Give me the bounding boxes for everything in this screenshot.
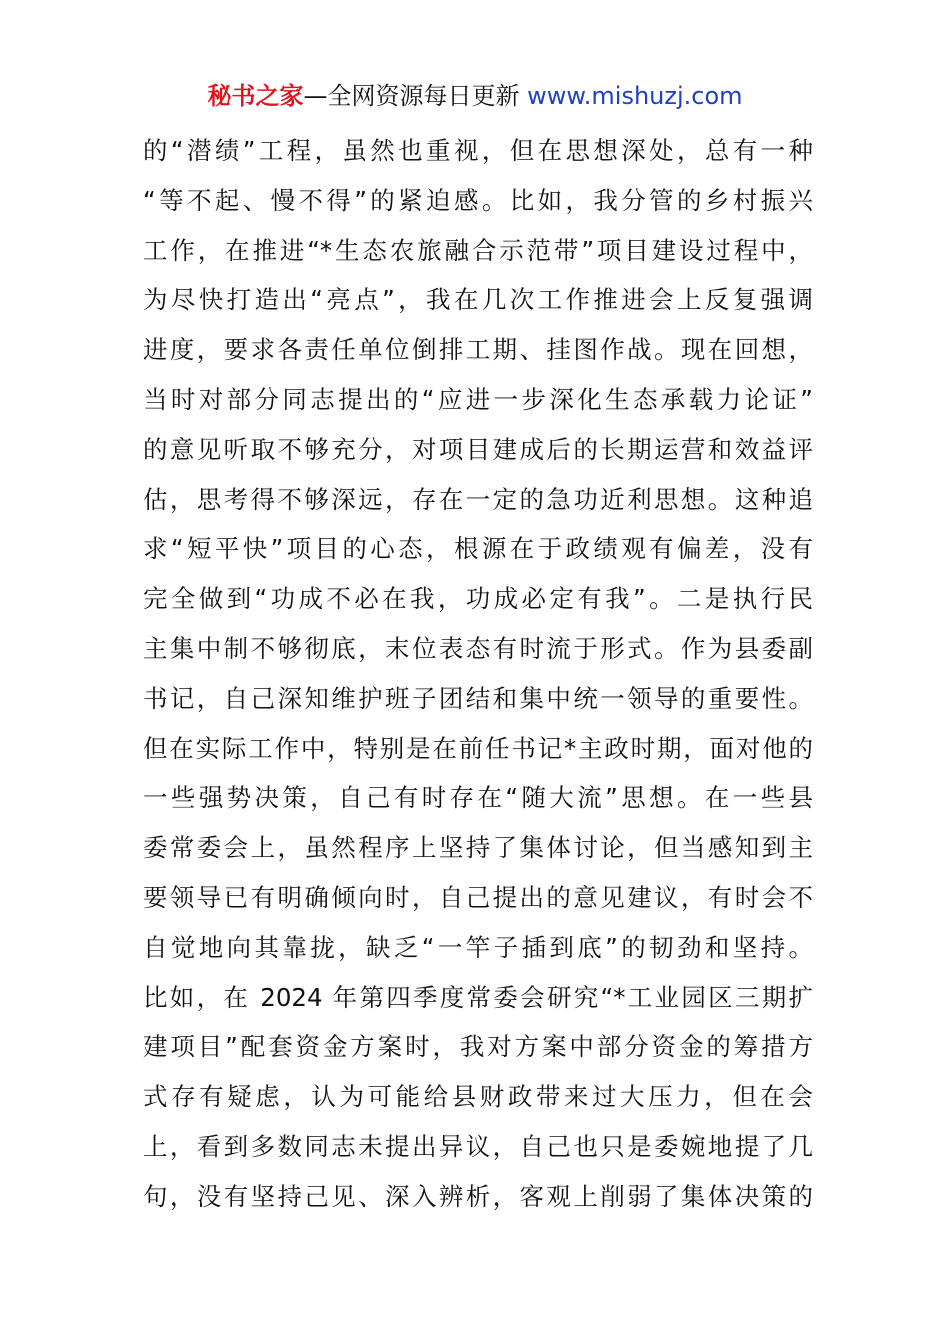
website-link[interactable]: www.mishuzj.com — [527, 82, 743, 110]
text-line: 为尽快打造出“亮点”，我在几次工作推进会上反复强调 — [143, 285, 813, 315]
text-line: 要领导已有明确倾向时，自己提出的意见建议，有时会不 — [143, 882, 813, 912]
page-header — [0, 78, 950, 114]
text-line: 主集中制不够彻底，末位表态有时流于形式。作为县委副 — [143, 633, 813, 663]
text-line: 委常委会上，虽然程序上坚持了集体讨论，但当感知到主 — [143, 833, 813, 863]
text-line: 比如，在 2024 年第四季度常委会研究“*工业园区三期扩 — [143, 982, 813, 1012]
text-line: 上，看到多数同志未提出异议，自己也只是委婉地提了几 — [143, 1131, 813, 1161]
text-line: 式存有疑虑，认为可能给县财政带来过大压力，但在会 — [143, 1082, 813, 1112]
text-line: 书记，自己深知维护班子团结和集中统一领导的重要性。 — [143, 683, 813, 713]
text-line: 自觉地向其靠拢，缺乏“一竿子插到底”的韧劲和坚持。 — [143, 932, 813, 962]
text-line: 估，思考得不够深远，存在一定的急功近利思想。这种追 — [143, 484, 813, 514]
text-line: 句，没有坚持己见、深入辨析，客观上削弱了集体决策的 — [143, 1181, 813, 1211]
text-line: 的意见听取不够充分，对项目建成后的长期运营和效益评 — [143, 434, 813, 464]
text-line: “等不起、慢不得”的紧迫感。比如，我分管的乡村振兴 — [143, 185, 813, 215]
text-line: 当时对部分同志提出的“应进一步深化生态承载力论证” — [143, 384, 813, 414]
text-line: 求“短平快”项目的心态，根源在于政绩观有偏差，没有 — [143, 534, 813, 564]
text-line: 工作，在推进“*生态农旅融合示范带”项目建设过程中， — [143, 235, 813, 265]
text-line: 一些强势决策，自己有时存在“随大流”思想。在一些县 — [143, 783, 813, 813]
document-body — [143, 126, 813, 1222]
text-line: 建项目”配套资金方案时，我对方案中部分资金的筹措方 — [143, 1032, 813, 1062]
brand-name: 秘书之家 — [207, 82, 304, 110]
text-line: 的“潜绩”工程，虽然也重视，但在思想深处，总有一种 — [143, 136, 813, 165]
text-line: 但在实际工作中，特别是在前任书记*主政时期，面对他的 — [143, 733, 813, 763]
text-line: 完全做到“功成不必在我，功成必定有我”。二是执行民 — [143, 584, 813, 614]
header-tagline: —全网资源每日更新 — [303, 82, 528, 110]
text-line: 进度，要求各责任单位倒排工期、挂图作战。现在回想， — [143, 335, 813, 365]
